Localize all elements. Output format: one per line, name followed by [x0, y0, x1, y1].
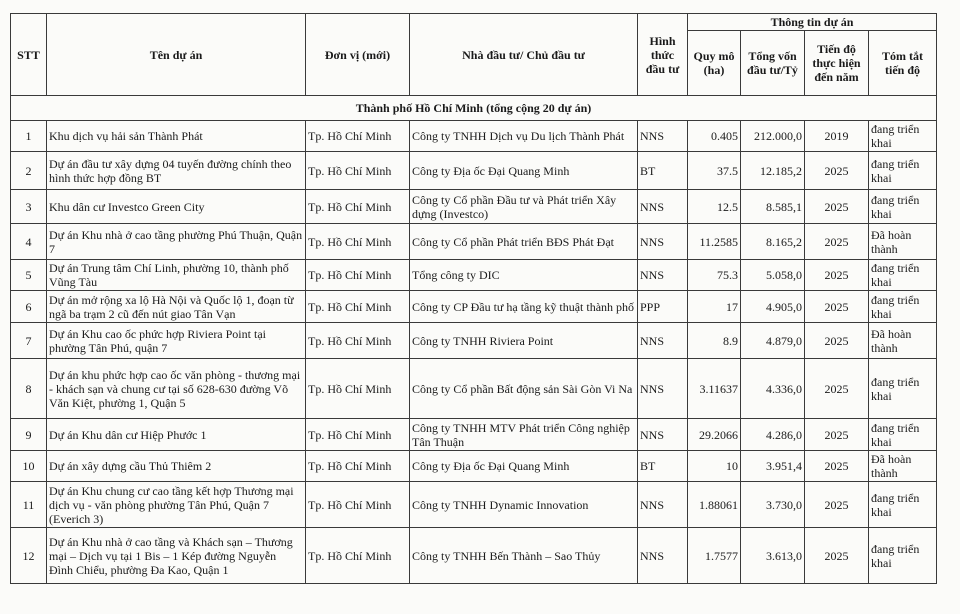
cell-quy-mo: 17: [688, 291, 741, 323]
table-row: [11, 323, 937, 359]
header-hinh-thuc: Hình thức đầu tư: [638, 14, 688, 96]
cell-quy-mo: 1.7577: [688, 528, 741, 584]
cell-don-vi: Tp. Hồ Chí Minh: [306, 224, 410, 260]
projects-table: [10, 13, 937, 584]
cell-nha-dau-tu: Công ty TNHH Bến Thành – Sao Thủy: [410, 528, 638, 584]
cell-stt: 12: [11, 528, 47, 584]
cell-stt: 11: [11, 482, 47, 528]
cell-nha-dau-tu: Công ty TNHH Riviera Point: [410, 323, 638, 359]
cell-don-vi: Tp. Hồ Chí Minh: [306, 260, 410, 291]
cell-tom-tat: đang triển khai: [869, 359, 937, 419]
cell-stt: 3: [11, 190, 47, 224]
cell-tom-tat: Đã hoàn thành: [869, 224, 937, 260]
cell-quy-mo: 75.3: [688, 260, 741, 291]
cell-nha-dau-tu: Công ty Cổ phần Bất động sản Sài Gòn Vi Na: [410, 359, 638, 419]
cell-tong-von: 212.000,0: [741, 121, 805, 152]
cell-tom-tat: Đã hoàn thành: [869, 323, 937, 359]
cell-quy-mo: 11.2585: [688, 224, 741, 260]
cell-nam: 2025: [805, 359, 869, 419]
cell-ten-du-an: Dự án Khu nhà ở cao tầng và Khách sạn – Thương mại – Dịch vụ tại 1 Bis – 1 Kép đường Nguyễn Đình Chiểu, phường Đa Kao, Quận 1: [47, 528, 306, 584]
cell-hinh-thuc: NNS: [638, 260, 688, 291]
cell-ten-du-an: Khu dịch vụ hải sản Thành Phát: [47, 121, 306, 152]
cell-quy-mo: 1.88061: [688, 482, 741, 528]
table-row: [11, 419, 937, 451]
cell-stt: 7: [11, 323, 47, 359]
cell-quy-mo: 10: [688, 451, 741, 482]
cell-ten-du-an: Dự án Trung tâm Chí Linh, phường 10, thành phố Vũng Tàu: [47, 260, 306, 291]
cell-don-vi: Tp. Hồ Chí Minh: [306, 121, 410, 152]
cell-stt: 4: [11, 224, 47, 260]
cell-tong-von: 12.185,2: [741, 152, 805, 190]
cell-tong-von: 3.730,0: [741, 482, 805, 528]
cell-stt: 10: [11, 451, 47, 482]
cell-ten-du-an: Dự án Khu dân cư Hiệp Phước 1: [47, 419, 306, 451]
cell-tong-von: 4.286,0: [741, 419, 805, 451]
cell-nha-dau-tu: Công ty Cổ phần Đầu tư và Phát triển Xây dựng (Investco): [410, 190, 638, 224]
cell-hinh-thuc: BT: [638, 451, 688, 482]
cell-tong-von: 8.165,2: [741, 224, 805, 260]
cell-stt: 2: [11, 152, 47, 190]
cell-stt: 6: [11, 291, 47, 323]
cell-tong-von: 8.585,1: [741, 190, 805, 224]
cell-quy-mo: 3.11637: [688, 359, 741, 419]
cell-nha-dau-tu: Công ty TNHH MTV Phát triển Công nghiệp Tân Thuận: [410, 419, 638, 451]
cell-nha-dau-tu: Công ty TNHH Dịch vụ Du lịch Thành Phát: [410, 121, 638, 152]
cell-hinh-thuc: PPP: [638, 291, 688, 323]
cell-nha-dau-tu: Công ty Địa ốc Đại Quang Minh: [410, 152, 638, 190]
header-tong-von: Tổng vốn đầu tư/Tỷ: [741, 31, 805, 96]
cell-don-vi: Tp. Hồ Chí Minh: [306, 528, 410, 584]
cell-nam: 2025: [805, 451, 869, 482]
cell-don-vi: Tp. Hồ Chí Minh: [306, 451, 410, 482]
cell-hinh-thuc: NNS: [638, 121, 688, 152]
table-row: [11, 482, 937, 528]
cell-ten-du-an: Dự án xây dựng cầu Thủ Thiêm 2: [47, 451, 306, 482]
cell-nha-dau-tu: Công ty Cổ phần Phát triển BĐS Phát Đạt: [410, 224, 638, 260]
cell-nam: 2019: [805, 121, 869, 152]
cell-nam: 2025: [805, 152, 869, 190]
cell-tom-tat: đang triển khai: [869, 482, 937, 528]
cell-tom-tat: đang triển khai: [869, 121, 937, 152]
cell-ten-du-an: Dự án Khu nhà ở cao tầng phường Phú Thuận, Quận 7: [47, 224, 306, 260]
cell-don-vi: Tp. Hồ Chí Minh: [306, 190, 410, 224]
table-row: [11, 121, 937, 152]
cell-quy-mo: 0.405: [688, 121, 741, 152]
cell-tom-tat: đang triển khai: [869, 152, 937, 190]
cell-don-vi: Tp. Hồ Chí Minh: [306, 419, 410, 451]
cell-don-vi: Tp. Hồ Chí Minh: [306, 323, 410, 359]
cell-tong-von: 4.905,0: [741, 291, 805, 323]
cell-tom-tat: đang triển khai: [869, 260, 937, 291]
header-stt: STT: [11, 14, 47, 96]
cell-tong-von: 5.058,0: [741, 260, 805, 291]
cell-tong-von: 4.336,0: [741, 359, 805, 419]
table-row: [11, 291, 937, 323]
cell-ten-du-an: Dự án đầu tư xây dựng 04 tuyến đường chính theo hình thức hợp đồng BT: [47, 152, 306, 190]
cell-hinh-thuc: BT: [638, 152, 688, 190]
cell-tong-von: 3.951,4: [741, 451, 805, 482]
cell-nam: 2025: [805, 224, 869, 260]
cell-tom-tat: đang triển khai: [869, 528, 937, 584]
header-thong-tin: Thông tin dự án: [688, 14, 937, 31]
cell-tom-tat: đang triển khai: [869, 190, 937, 224]
cell-hinh-thuc: NNS: [638, 224, 688, 260]
header-don-vi: Đơn vị (mới): [306, 14, 410, 96]
cell-tom-tat: đang triển khai: [869, 419, 937, 451]
cell-don-vi: Tp. Hồ Chí Minh: [306, 152, 410, 190]
cell-quy-mo: 8.9: [688, 323, 741, 359]
cell-quy-mo: 12.5: [688, 190, 741, 224]
cell-ten-du-an: Dự án mở rộng xa lộ Hà Nội và Quốc lộ 1, đoạn từ ngã ba trạm 2 cũ đến nút giao Tân Vạn: [47, 291, 306, 323]
cell-ten-du-an: Dự án Khu chung cư cao tầng kết hợp Thương mại dịch vụ - văn phòng phường Tân Phú, Quận 7 (Everich 3): [47, 482, 306, 528]
table-row: [11, 190, 937, 224]
header-quy-mo: Quy mô (ha): [688, 31, 741, 96]
cell-hinh-thuc: NNS: [638, 419, 688, 451]
cell-nha-dau-tu: Công ty TNHH Dynamic Innovation: [410, 482, 638, 528]
header-nha-dau-tu: Nhà đầu tư/ Chủ đầu tư: [410, 14, 638, 96]
header-tien-do: Tiến độ thực hiện đến năm: [805, 31, 869, 96]
cell-quy-mo: 29.2066: [688, 419, 741, 451]
cell-hinh-thuc: NNS: [638, 528, 688, 584]
cell-nam: 2025: [805, 482, 869, 528]
cell-nha-dau-tu: Tổng công ty DIC: [410, 260, 638, 291]
table-row: [11, 528, 937, 584]
cell-hinh-thuc: NNS: [638, 190, 688, 224]
cell-don-vi: Tp. Hồ Chí Minh: [306, 482, 410, 528]
cell-nam: 2025: [805, 419, 869, 451]
cell-ten-du-an: Dự án khu phức hợp cao ốc văn phòng - thương mại - khách sạn và chung cư tại số 628-630 đường Võ Văn Kiệt, phường 1, Quận 5: [47, 359, 306, 419]
cell-nam: 2025: [805, 190, 869, 224]
table-row: [11, 224, 937, 260]
cell-nha-dau-tu: Công ty CP Đầu tư hạ tầng kỹ thuật thành phố: [410, 291, 638, 323]
cell-hinh-thuc: NNS: [638, 323, 688, 359]
cell-tom-tat: đang triển khai: [869, 291, 937, 323]
cell-quy-mo: 37.5: [688, 152, 741, 190]
cell-stt: 9: [11, 419, 47, 451]
cell-nam: 2025: [805, 291, 869, 323]
header-tom-tat: Tóm tắt tiến độ: [869, 31, 937, 96]
cell-tong-von: 4.879,0: [741, 323, 805, 359]
cell-ten-du-an: Dự án Khu cao ốc phức hợp Riviera Point tại phường Tân Phú, quận 7: [47, 323, 306, 359]
cell-stt: 5: [11, 260, 47, 291]
cell-nam: 2025: [805, 323, 869, 359]
table-row: [11, 451, 937, 482]
cell-stt: 8: [11, 359, 47, 419]
cell-tom-tat: Đã hoàn thành: [869, 451, 937, 482]
header-ten-du-an: Tên dự án: [47, 14, 306, 96]
cell-hinh-thuc: NNS: [638, 359, 688, 419]
cell-stt: 1: [11, 121, 47, 152]
cell-nam: 2025: [805, 528, 869, 584]
table-row: [11, 260, 937, 291]
cell-tong-von: 3.613,0: [741, 528, 805, 584]
section-title: Thành phố Hồ Chí Minh (tổng cộng 20 dự án): [11, 96, 937, 121]
table-row: [11, 152, 937, 190]
cell-nam: 2025: [805, 260, 869, 291]
cell-don-vi: Tp. Hồ Chí Minh: [306, 359, 410, 419]
cell-hinh-thuc: NNS: [638, 482, 688, 528]
cell-ten-du-an: Khu dân cư Investco Green City: [47, 190, 306, 224]
table-row: [11, 359, 937, 419]
cell-nha-dau-tu: Công ty Địa ốc Đại Quang Minh: [410, 451, 638, 482]
cell-don-vi: Tp. Hồ Chí Minh: [306, 291, 410, 323]
